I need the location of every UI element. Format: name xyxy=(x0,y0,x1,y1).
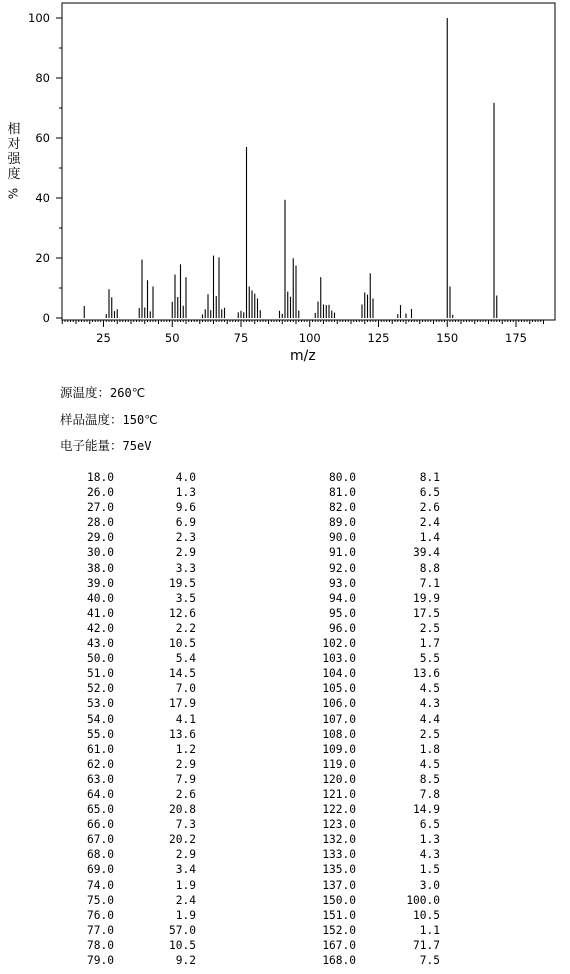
intensity-cell: 4.1 xyxy=(175,712,196,726)
intensity-cell: 2.9 xyxy=(175,848,196,862)
mz-cell: 82.0 xyxy=(329,501,356,515)
intensity-cell: 1.9 xyxy=(175,878,196,892)
intensity-cell: 1.3 xyxy=(175,486,196,500)
spectrum-peaks xyxy=(84,18,497,318)
mz-cell: 81.0 xyxy=(329,486,356,500)
mz-cell: 121.0 xyxy=(322,787,356,801)
mz-cell: 75.0 xyxy=(87,893,114,907)
intensity-cell: 1.8 xyxy=(419,742,440,756)
table-row xyxy=(60,787,460,802)
intensity-cell: 6.5 xyxy=(419,486,440,500)
source-temperature-label: 源温度： xyxy=(60,385,111,400)
intensity-cell: 7.9 xyxy=(175,772,196,786)
mz-cell: 67.0 xyxy=(87,833,114,847)
intensity-cell: 100.0 xyxy=(406,893,440,907)
intensity-cell: 8.8 xyxy=(419,561,440,575)
mz-cell: 28.0 xyxy=(87,516,114,530)
intensity-cell: 2.9 xyxy=(175,546,196,560)
mz-cell: 137.0 xyxy=(322,878,356,892)
intensity-cell: 1.2 xyxy=(175,742,196,756)
mz-cell: 109.0 xyxy=(322,742,356,756)
table-row xyxy=(60,591,460,606)
mz-cell: 120.0 xyxy=(322,772,356,786)
intensity-cell: 10.5 xyxy=(169,637,196,651)
mz-cell: 54.0 xyxy=(87,712,114,726)
intensity-cell: 1.1 xyxy=(419,923,440,937)
mz-cell: 106.0 xyxy=(322,697,356,711)
intensity-cell: 2.2 xyxy=(175,621,196,635)
table-row xyxy=(60,530,460,545)
mz-cell: 135.0 xyxy=(322,863,356,877)
mz-cell: 39.0 xyxy=(87,576,114,590)
mz-cell: 38.0 xyxy=(87,561,114,575)
intensity-cell: 1.5 xyxy=(419,863,440,877)
mz-cell: 41.0 xyxy=(87,606,114,620)
mz-cell: 96.0 xyxy=(329,621,356,635)
table-row xyxy=(60,742,460,757)
mz-cell: 92.0 xyxy=(329,561,356,575)
mz-cell: 107.0 xyxy=(322,712,356,726)
intensity-cell: 1.3 xyxy=(419,833,440,847)
intensity-cell: 71.7 xyxy=(413,938,440,952)
mz-cell: 132.0 xyxy=(322,833,356,847)
mz-cell: 168.0 xyxy=(322,954,356,967)
electron-energy-label: 电子能量： xyxy=(60,438,123,453)
mz-cell: 167.0 xyxy=(322,938,356,952)
y-tick-label: 0 xyxy=(42,311,50,325)
y-tick-label: 60 xyxy=(35,131,50,145)
intensity-cell: 7.8 xyxy=(419,787,440,801)
table-row xyxy=(60,862,460,877)
table-row xyxy=(60,923,460,938)
y-axis-label xyxy=(4,122,24,201)
table-row xyxy=(60,696,460,711)
sample-temperature-value: 150℃ xyxy=(122,413,158,427)
mz-cell: 119.0 xyxy=(322,757,356,771)
intensity-cell: 4.0 xyxy=(175,471,196,484)
intensity-cell: 57.0 xyxy=(169,923,196,937)
table-row xyxy=(60,515,460,530)
mz-cell: 108.0 xyxy=(322,727,356,741)
table-row xyxy=(60,772,460,787)
x-tick-label: 25 xyxy=(96,331,111,345)
table-row xyxy=(60,545,460,560)
intensity-cell: 9.2 xyxy=(175,954,196,967)
intensity-cell: 4.3 xyxy=(419,697,440,711)
mz-cell: 29.0 xyxy=(87,531,114,545)
intensity-cell: 17.9 xyxy=(169,697,196,711)
intensity-cell: 17.5 xyxy=(413,606,440,620)
intensity-cell: 2.6 xyxy=(419,501,440,515)
intensity-cell: 1.4 xyxy=(419,531,440,545)
mz-cell: 91.0 xyxy=(329,546,356,560)
mz-cell: 66.0 xyxy=(87,818,114,832)
intensity-cell: 39.4 xyxy=(413,546,440,560)
mz-cell: 40.0 xyxy=(87,591,114,605)
mz-cell: 26.0 xyxy=(87,486,114,500)
mz-cell: 78.0 xyxy=(87,938,114,952)
source-temperature xyxy=(60,383,145,401)
intensity-cell: 2.3 xyxy=(175,531,196,545)
table-row xyxy=(60,727,460,742)
intensity-cell: 19.9 xyxy=(413,591,440,605)
table-row xyxy=(60,832,460,847)
electron-energy xyxy=(60,436,151,454)
intensity-cell: 6.5 xyxy=(419,818,440,832)
intensity-cell: 20.2 xyxy=(169,833,196,847)
mz-cell: 95.0 xyxy=(329,606,356,620)
table-row xyxy=(60,621,460,636)
table-row xyxy=(60,953,460,968)
mz-cell: 104.0 xyxy=(322,667,356,681)
intensity-cell: 10.5 xyxy=(169,938,196,952)
table-row xyxy=(60,666,460,681)
intensity-cell: 3.3 xyxy=(175,561,196,575)
table-row xyxy=(60,893,460,908)
mz-cell: 51.0 xyxy=(87,667,114,681)
y-axis-unit: % xyxy=(6,187,21,200)
mz-cell: 50.0 xyxy=(87,652,114,666)
intensity-cell: 14.5 xyxy=(169,667,196,681)
mz-cell: 152.0 xyxy=(322,923,356,937)
mz-cell: 90.0 xyxy=(329,531,356,545)
table-row xyxy=(60,500,460,515)
mz-cell: 76.0 xyxy=(87,908,114,922)
mz-cell: 68.0 xyxy=(87,848,114,862)
mz-cell: 93.0 xyxy=(329,576,356,590)
mz-cell: 133.0 xyxy=(322,848,356,862)
x-tick-label: 50 xyxy=(164,331,180,345)
mz-cell: 74.0 xyxy=(87,878,114,892)
mz-cell: 55.0 xyxy=(87,727,114,741)
y-tick-label: 40 xyxy=(35,191,50,205)
mz-cell: 42.0 xyxy=(87,621,114,635)
intensity-cell: 5.4 xyxy=(175,652,196,666)
mz-cell: 53.0 xyxy=(87,697,114,711)
intensity-cell: 3.4 xyxy=(175,863,196,877)
mz-cell: 123.0 xyxy=(322,818,356,832)
electron-energy-value: 75eV xyxy=(122,439,152,453)
y-axis-label-char: 度 xyxy=(7,167,21,182)
mz-cell: 52.0 xyxy=(87,682,114,696)
mz-cell: 61.0 xyxy=(87,742,114,756)
mz-cell: 94.0 xyxy=(329,591,356,605)
table-row xyxy=(60,802,460,817)
mz-cell: 43.0 xyxy=(87,637,114,651)
mz-cell: 30.0 xyxy=(87,546,114,560)
mz-cell: 79.0 xyxy=(87,954,114,967)
mass-spectrum-chart xyxy=(0,0,570,345)
table-row xyxy=(60,712,460,727)
table-row xyxy=(60,470,460,485)
mz-cell: 122.0 xyxy=(322,803,356,817)
intensity-cell: 6.9 xyxy=(175,516,196,530)
x-tick-label: 75 xyxy=(233,331,249,345)
intensity-cell: 20.8 xyxy=(169,803,196,817)
intensity-cell: 7.1 xyxy=(419,576,440,590)
sample-temperature xyxy=(60,410,158,428)
mz-cell: 62.0 xyxy=(87,757,114,771)
mz-cell: 27.0 xyxy=(87,501,114,515)
y-tick-label: 100 xyxy=(28,11,50,25)
intensity-cell: 7.0 xyxy=(175,682,196,696)
intensity-cell: 4.5 xyxy=(419,682,440,696)
x-tick-label: 150 xyxy=(436,331,459,345)
intensity-cell: 8.5 xyxy=(419,772,440,786)
intensity-cell: 7.5 xyxy=(419,954,440,967)
x-tick-label: 175 xyxy=(505,331,527,345)
y-axis-label-char: 对 xyxy=(7,137,21,152)
mz-cell: 105.0 xyxy=(322,682,356,696)
mz-cell: 18.0 xyxy=(87,471,114,484)
intensity-cell: 13.6 xyxy=(169,727,196,741)
mz-cell: 102.0 xyxy=(322,637,356,651)
table-row xyxy=(60,651,460,666)
intensity-cell: 5.5 xyxy=(419,652,440,666)
mz-cell: 63.0 xyxy=(87,772,114,786)
intensity-cell: 4.3 xyxy=(419,848,440,862)
intensity-cell: 2.5 xyxy=(419,727,440,741)
y-tick-label: 80 xyxy=(35,71,50,85)
intensity-cell: 2.6 xyxy=(175,787,196,801)
x-tick-label: 125 xyxy=(367,331,390,345)
intensity-cell: 1.9 xyxy=(175,908,196,922)
intensity-cell: 9.6 xyxy=(175,501,196,515)
intensity-cell: 4.5 xyxy=(419,757,440,771)
table-row xyxy=(60,847,460,862)
mz-cell: 103.0 xyxy=(322,652,356,666)
peak-table xyxy=(60,470,460,968)
y-axis-label-char: 相 xyxy=(7,122,21,137)
intensity-cell: 3.0 xyxy=(419,878,440,892)
mz-cell: 151.0 xyxy=(322,908,356,922)
intensity-cell: 2.4 xyxy=(175,893,196,907)
table-row xyxy=(60,878,460,893)
x-tick-label: 100 xyxy=(298,331,321,345)
mz-cell: 77.0 xyxy=(87,923,114,937)
table-row xyxy=(60,606,460,621)
intensity-cell: 10.5 xyxy=(413,908,440,922)
intensity-cell: 12.6 xyxy=(169,606,196,620)
intensity-cell: 1.7 xyxy=(419,637,440,651)
intensity-cell: 2.9 xyxy=(175,757,196,771)
intensity-cell: 2.5 xyxy=(419,621,440,635)
mz-cell: 89.0 xyxy=(329,516,356,530)
source-temperature-value: 260℃ xyxy=(110,386,146,400)
table-row xyxy=(60,485,460,500)
intensity-cell: 3.5 xyxy=(175,591,196,605)
table-row xyxy=(60,757,460,772)
intensity-cell: 8.1 xyxy=(419,471,440,484)
sample-temperature-label: 样品温度： xyxy=(60,412,123,427)
table-row xyxy=(60,817,460,832)
y-axis-label-char: 强 xyxy=(7,152,21,167)
intensity-cell: 7.3 xyxy=(175,818,196,832)
intensity-cell: 13.6 xyxy=(413,667,440,681)
plot-frame xyxy=(62,3,555,320)
intensity-cell: 14.9 xyxy=(413,803,440,817)
mz-cell: 80.0 xyxy=(329,471,356,484)
mz-cell: 69.0 xyxy=(87,863,114,877)
y-tick-label: 20 xyxy=(35,251,50,265)
intensity-cell: 4.4 xyxy=(419,712,440,726)
x-axis-label: m/z xyxy=(290,348,316,364)
table-row xyxy=(60,908,460,923)
intensity-cell: 2.4 xyxy=(419,516,440,530)
table-row xyxy=(60,576,460,591)
intensity-cell: 19.5 xyxy=(169,576,196,590)
mz-cell: 150.0 xyxy=(322,893,356,907)
table-row xyxy=(60,561,460,576)
table-row xyxy=(60,938,460,953)
mz-cell: 65.0 xyxy=(87,803,114,817)
axis-ticks xyxy=(28,11,543,345)
table-row xyxy=(60,681,460,696)
table-row xyxy=(60,636,460,651)
mz-cell: 64.0 xyxy=(87,787,114,801)
